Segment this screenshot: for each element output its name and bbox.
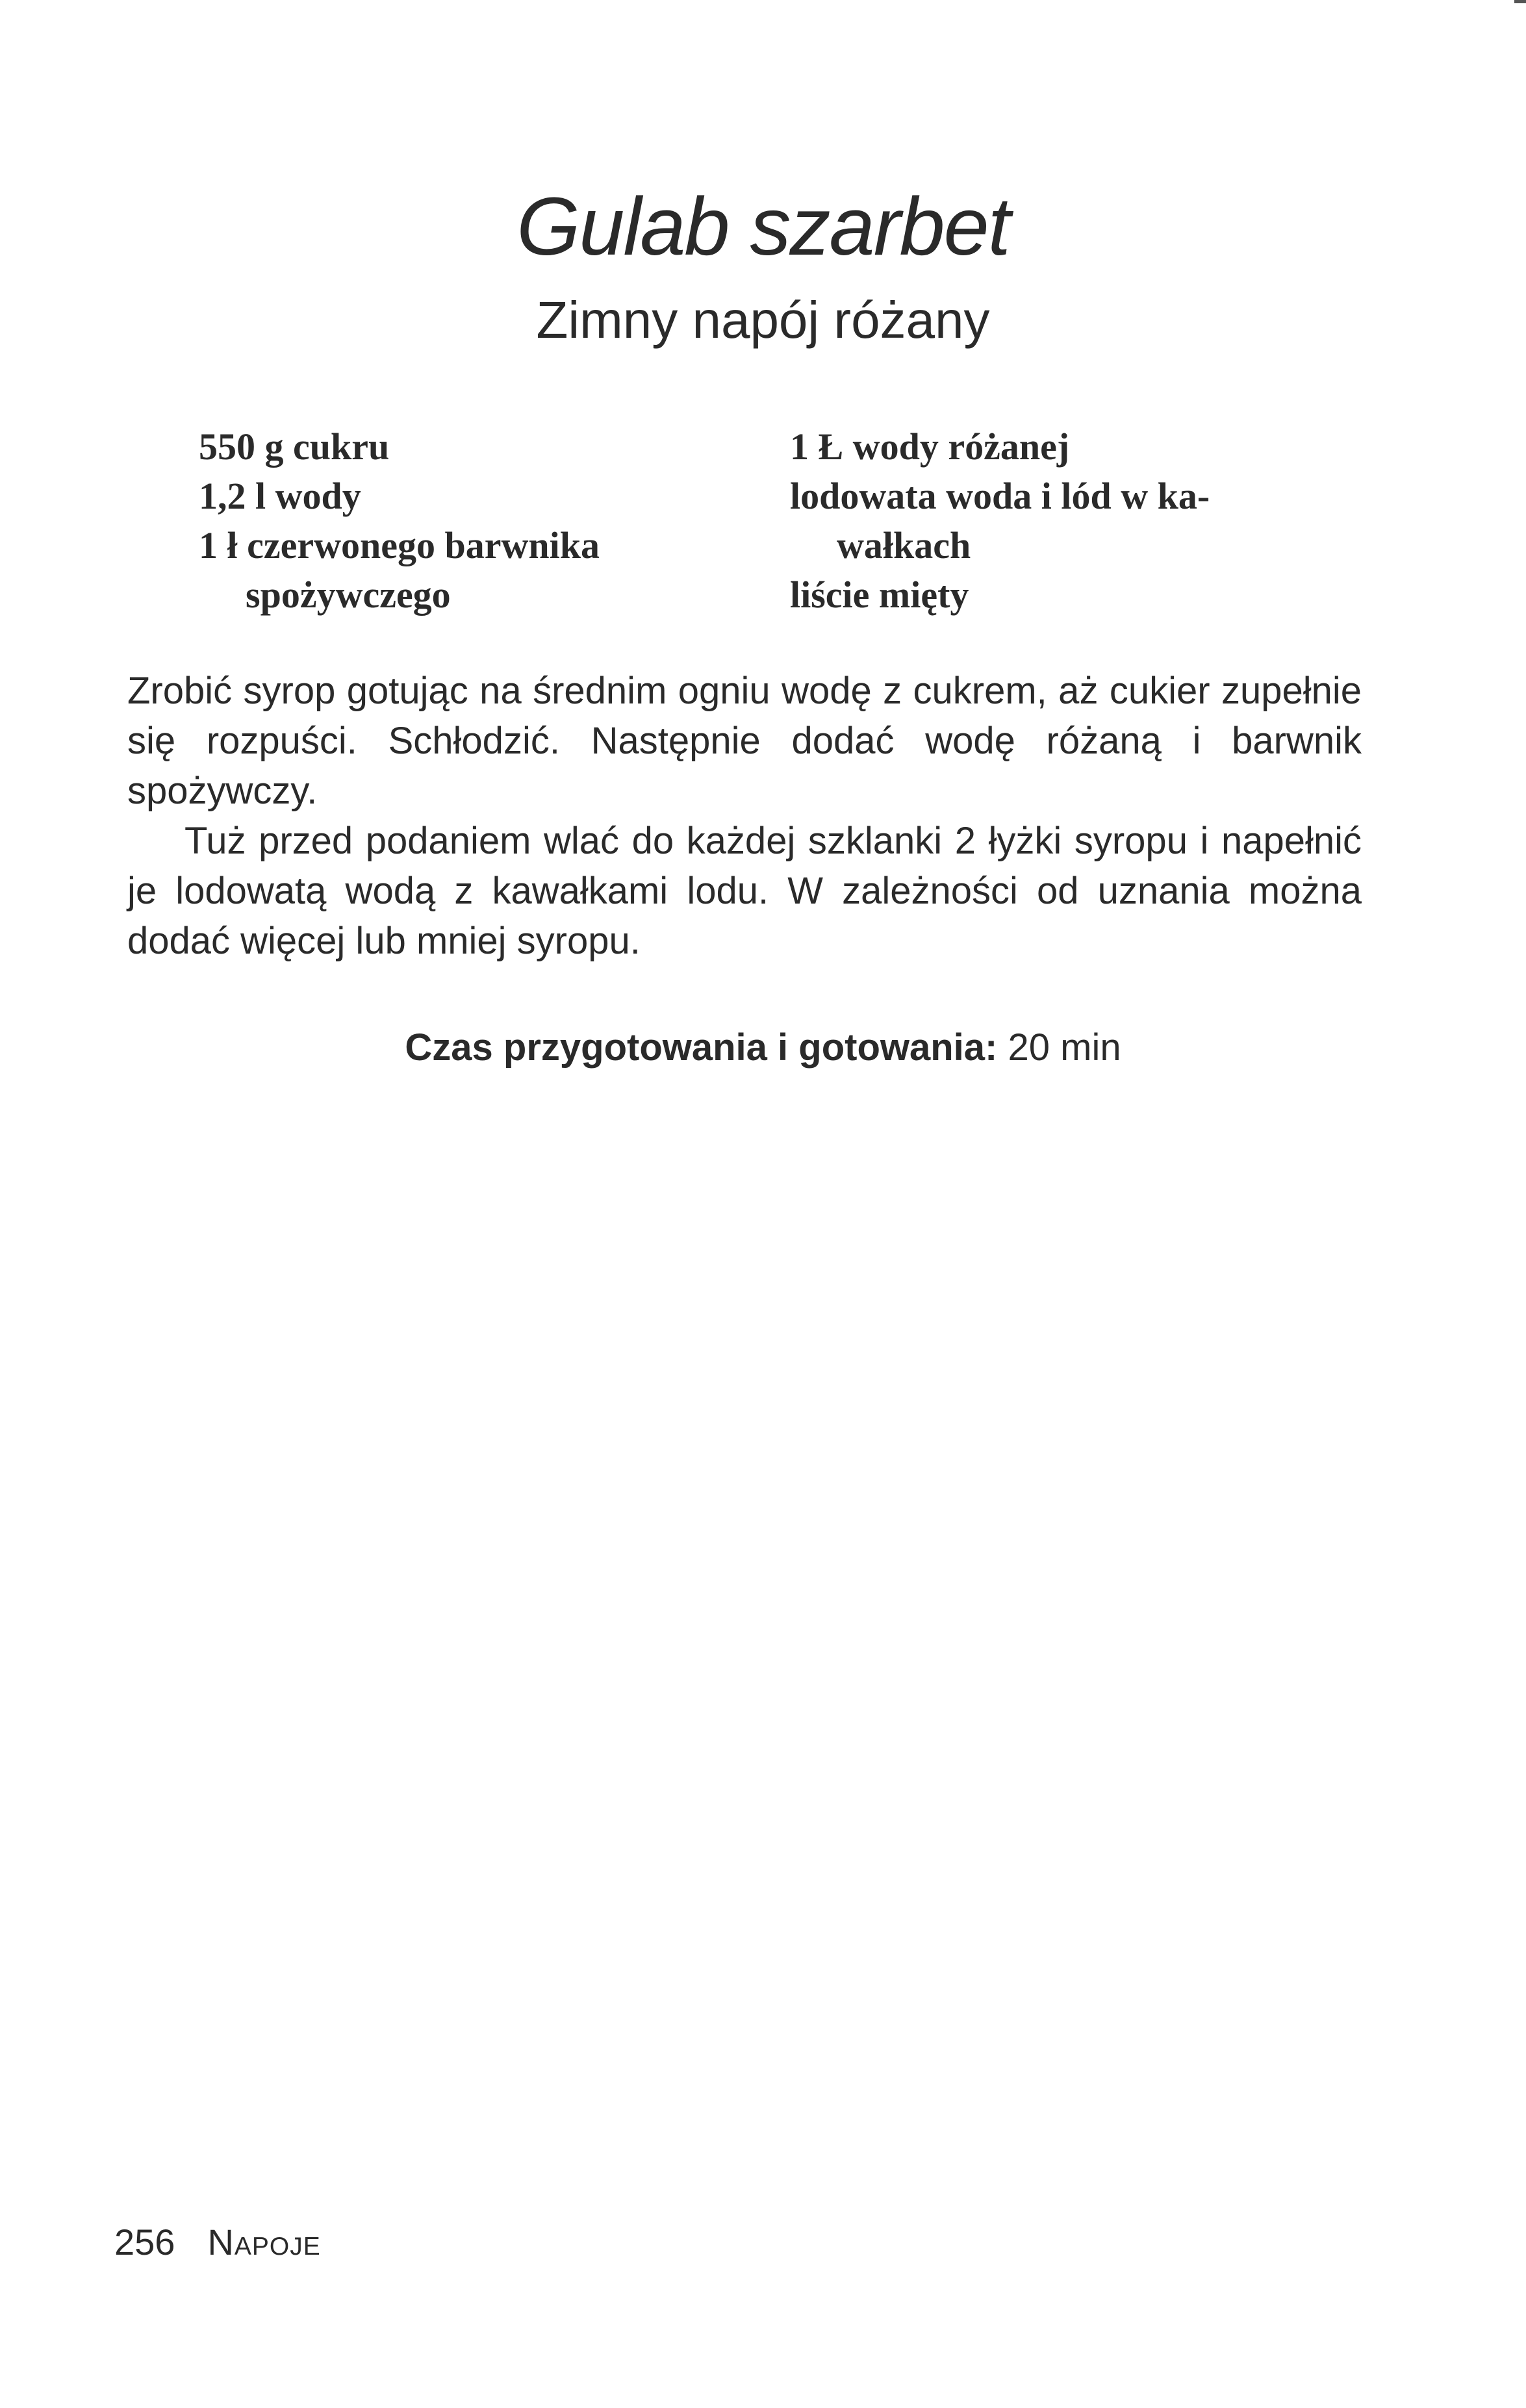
ingredient-item [199, 422, 600, 472]
recipe-subtitle: Zimny napój różany [536, 291, 990, 349]
ingredients-list-right [790, 422, 1210, 620]
method-paragraph: Zrobić syrop gotując na średnim ogniu wodę z cukrem, aż cukier zupełnie się rozpuści. Schłodzić. Następnie dodać wodę różaną i barwnik spożywczy. [127, 670, 1362, 812]
recipe-title: Gulab szarbet [516, 181, 1010, 272]
preparation-time-label: Czas przygotowania i gotowania: [405, 1026, 998, 1069]
method-paragraph: Tuż przed podaniem wlać do każdej szklanki 2 łyżki syropu i napełnić je lodowatą wodą z kawałkami lodu. W zależności od uznania można dodać więcej lub mniej syropu. [127, 820, 1362, 962]
ingredients-list-left [199, 422, 600, 620]
ingredient-text: lodowata woda i lód w ka- [790, 475, 1210, 517]
ingredient-item [790, 570, 1210, 620]
page-number: 256 [114, 2222, 175, 2262]
section-name: Napoje [207, 2222, 321, 2262]
ingredient-continuation: wałkach [837, 524, 971, 566]
ingredient-continuation: spożywczego [246, 574, 451, 616]
scan-corner-mark [1514, 0, 1526, 3]
page-footer [114, 2220, 321, 2264]
ingredient-item [790, 422, 1210, 472]
ingredient-item [790, 472, 1210, 570]
ingredient-text: 550 g cukru [199, 425, 390, 468]
preparation-time-value: 20 min [1008, 1026, 1121, 1069]
ingredient-text: 1 ł czerwonego barwnika [199, 524, 600, 566]
ingredient-text: 1 Ł wody różanej [790, 425, 1070, 468]
ingredient-text: liście mięty [790, 574, 969, 616]
preparation-time [0, 1025, 1526, 1071]
ingredient-item [199, 521, 600, 620]
recipe-method [127, 666, 1362, 966]
ingredient-item [199, 472, 600, 521]
ingredient-text: 1,2 l wody [199, 475, 361, 517]
